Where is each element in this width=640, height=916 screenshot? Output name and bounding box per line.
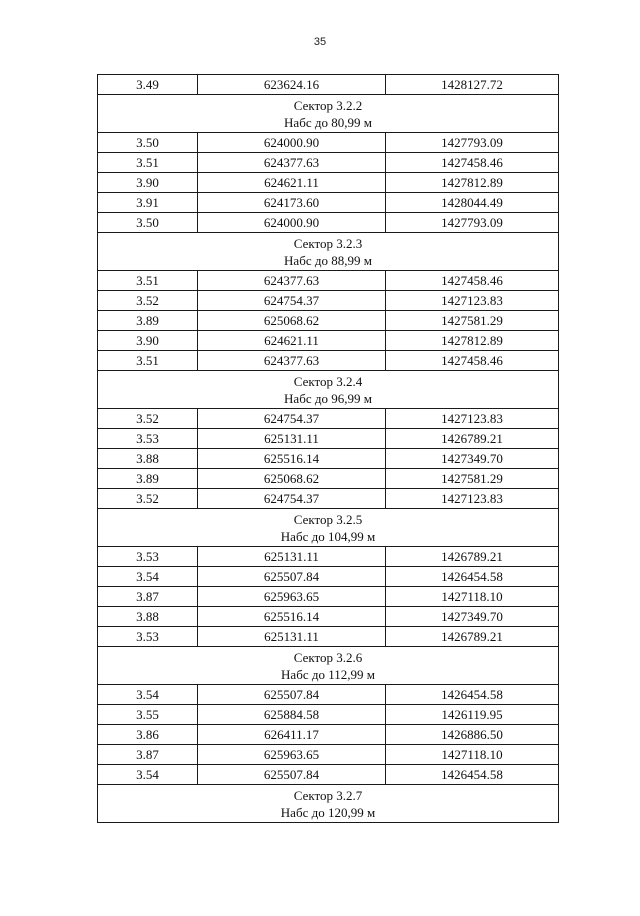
sector-header-row xyxy=(98,233,559,271)
y-coordinate-cell: 1427118.10 xyxy=(386,745,559,765)
point-number-cell: 3.55 xyxy=(98,705,198,725)
y-coordinate-cell: 1428044.49 xyxy=(386,193,559,213)
point-number-cell: 3.54 xyxy=(98,685,198,705)
point-number-cell: 3.87 xyxy=(98,587,198,607)
x-coordinate-cell: 625507.84 xyxy=(198,567,386,587)
point-number-cell: 3.52 xyxy=(98,291,198,311)
sector-header-row xyxy=(98,371,559,409)
point-number-cell: 3.91 xyxy=(98,193,198,213)
y-coordinate-cell: 1428127.72 xyxy=(386,75,559,95)
table-row xyxy=(98,567,559,587)
point-number-cell: 3.88 xyxy=(98,607,198,627)
y-coordinate-cell: 1427349.70 xyxy=(386,449,559,469)
sector-height-limit: Набс до 120,99 м xyxy=(280,804,376,820)
x-coordinate-cell: 625507.84 xyxy=(198,685,386,705)
table-row xyxy=(98,133,559,153)
point-number-cell: 3.52 xyxy=(98,409,198,429)
sector-title: Сектор 3.2.6 xyxy=(293,649,363,665)
x-coordinate-cell: 625884.58 xyxy=(198,705,386,725)
point-number-cell: 3.89 xyxy=(98,311,198,331)
y-coordinate-cell: 1426789.21 xyxy=(386,627,559,647)
x-coordinate-cell: 623624.16 xyxy=(198,75,386,95)
sector-title: Сектор 3.2.7 xyxy=(293,787,363,803)
point-number-cell: 3.88 xyxy=(98,449,198,469)
sector-height-limit: Набс до 104,99 м xyxy=(280,528,376,544)
y-coordinate-cell: 1426454.58 xyxy=(386,685,559,705)
x-coordinate-cell: 625068.62 xyxy=(198,311,386,331)
point-number-cell: 3.50 xyxy=(98,213,198,233)
table-row xyxy=(98,745,559,765)
table-row xyxy=(98,705,559,725)
x-coordinate-cell: 624377.63 xyxy=(198,153,386,173)
x-coordinate-cell: 624621.11 xyxy=(198,173,386,193)
y-coordinate-cell: 1426454.58 xyxy=(386,567,559,587)
point-number-cell: 3.90 xyxy=(98,331,198,351)
y-coordinate-cell: 1427793.09 xyxy=(386,213,559,233)
x-coordinate-cell: 624173.60 xyxy=(198,193,386,213)
point-number-cell: 3.49 xyxy=(98,75,198,95)
x-coordinate-cell: 624377.63 xyxy=(198,351,386,371)
table-row xyxy=(98,331,559,351)
table-row xyxy=(98,489,559,509)
x-coordinate-cell: 625131.11 xyxy=(198,627,386,647)
point-number-cell: 3.89 xyxy=(98,469,198,489)
point-number-cell: 3.53 xyxy=(98,429,198,449)
table-row xyxy=(98,291,559,311)
table-row xyxy=(98,153,559,173)
table-row xyxy=(98,173,559,193)
sector-height-limit: Набс до 112,99 м xyxy=(281,666,375,682)
y-coordinate-cell: 1427581.29 xyxy=(386,311,559,331)
table-row xyxy=(98,627,559,647)
y-coordinate-cell: 1427793.09 xyxy=(386,133,559,153)
sector-header-cell xyxy=(98,95,559,133)
sector-header-row xyxy=(98,509,559,547)
y-coordinate-cell: 1427458.46 xyxy=(386,271,559,291)
point-number-cell: 3.54 xyxy=(98,567,198,587)
y-coordinate-cell: 1427812.89 xyxy=(386,173,559,193)
y-coordinate-cell: 1427458.46 xyxy=(386,153,559,173)
point-number-cell: 3.51 xyxy=(98,153,198,173)
y-coordinate-cell: 1427349.70 xyxy=(386,607,559,627)
sector-header-cell xyxy=(98,647,559,685)
sector-title: Сектор 3.2.3 xyxy=(293,235,363,251)
point-number-cell: 3.53 xyxy=(98,627,198,647)
y-coordinate-cell: 1426886.50 xyxy=(386,725,559,745)
y-coordinate-cell: 1427581.29 xyxy=(386,469,559,489)
x-coordinate-cell: 626411.17 xyxy=(198,725,386,745)
x-coordinate-cell: 625516.14 xyxy=(198,607,386,627)
x-coordinate-cell: 625131.11 xyxy=(198,547,386,567)
x-coordinate-cell: 625516.14 xyxy=(198,449,386,469)
table-row xyxy=(98,429,559,449)
point-number-cell: 3.52 xyxy=(98,489,198,509)
table-row xyxy=(98,547,559,567)
y-coordinate-cell: 1426789.21 xyxy=(386,429,559,449)
sector-header-row xyxy=(98,785,559,823)
point-number-cell: 3.87 xyxy=(98,745,198,765)
x-coordinate-cell: 624000.90 xyxy=(198,133,386,153)
sector-height-limit: Набс до 88,99 м xyxy=(284,252,372,268)
x-coordinate-cell: 625068.62 xyxy=(198,469,386,489)
sector-header-row xyxy=(98,647,559,685)
sector-header-cell xyxy=(98,509,559,547)
point-number-cell: 3.53 xyxy=(98,547,198,567)
sector-height-limit: Набс до 80,99 м xyxy=(284,114,372,130)
coordinates-table xyxy=(97,74,559,823)
table-row xyxy=(98,469,559,489)
sector-title: Сектор 3.2.5 xyxy=(293,511,363,527)
table-row xyxy=(98,271,559,291)
point-number-cell: 3.86 xyxy=(98,725,198,745)
table-row xyxy=(98,685,559,705)
table-row xyxy=(98,765,559,785)
y-coordinate-cell: 1427123.83 xyxy=(386,291,559,311)
sector-header-cell xyxy=(98,371,559,409)
x-coordinate-cell: 625131.11 xyxy=(198,429,386,449)
table-row xyxy=(98,311,559,331)
table-row xyxy=(98,587,559,607)
y-coordinate-cell: 1426789.21 xyxy=(386,547,559,567)
x-coordinate-cell: 624754.37 xyxy=(198,291,386,311)
sector-header-cell xyxy=(98,785,559,823)
table-row xyxy=(98,725,559,745)
x-coordinate-cell: 624754.37 xyxy=(198,409,386,429)
sector-header-row xyxy=(98,95,559,133)
point-number-cell: 3.51 xyxy=(98,351,198,371)
y-coordinate-cell: 1427458.46 xyxy=(386,351,559,371)
x-coordinate-cell: 624754.37 xyxy=(198,489,386,509)
x-coordinate-cell: 625963.65 xyxy=(198,587,386,607)
y-coordinate-cell: 1427118.10 xyxy=(386,587,559,607)
point-number-cell: 3.50 xyxy=(98,133,198,153)
table-row xyxy=(98,75,559,95)
coordinates-table-body xyxy=(98,75,559,823)
table-row xyxy=(98,351,559,371)
point-number-cell: 3.51 xyxy=(98,271,198,291)
y-coordinate-cell: 1427123.83 xyxy=(386,409,559,429)
sector-title: Сектор 3.2.2 xyxy=(293,97,363,113)
table-row xyxy=(98,409,559,429)
table-row xyxy=(98,213,559,233)
y-coordinate-cell: 1427812.89 xyxy=(386,331,559,351)
table-row xyxy=(98,449,559,469)
x-coordinate-cell: 625963.65 xyxy=(198,745,386,765)
x-coordinate-cell: 625507.84 xyxy=(198,765,386,785)
y-coordinate-cell: 1427123.83 xyxy=(386,489,559,509)
sector-title: Сектор 3.2.4 xyxy=(293,373,363,389)
sector-header-cell xyxy=(98,233,559,271)
point-number-cell: 3.90 xyxy=(98,173,198,193)
table-row xyxy=(98,193,559,213)
x-coordinate-cell: 624621.11 xyxy=(198,331,386,351)
y-coordinate-cell: 1426119.95 xyxy=(386,705,559,725)
sector-height-limit: Набс до 96,99 м xyxy=(284,390,372,406)
page-number: 35 xyxy=(313,36,327,48)
table-row xyxy=(98,607,559,627)
x-coordinate-cell: 624377.63 xyxy=(198,271,386,291)
point-number-cell: 3.54 xyxy=(98,765,198,785)
y-coordinate-cell: 1426454.58 xyxy=(386,765,559,785)
x-coordinate-cell: 624000.90 xyxy=(198,213,386,233)
